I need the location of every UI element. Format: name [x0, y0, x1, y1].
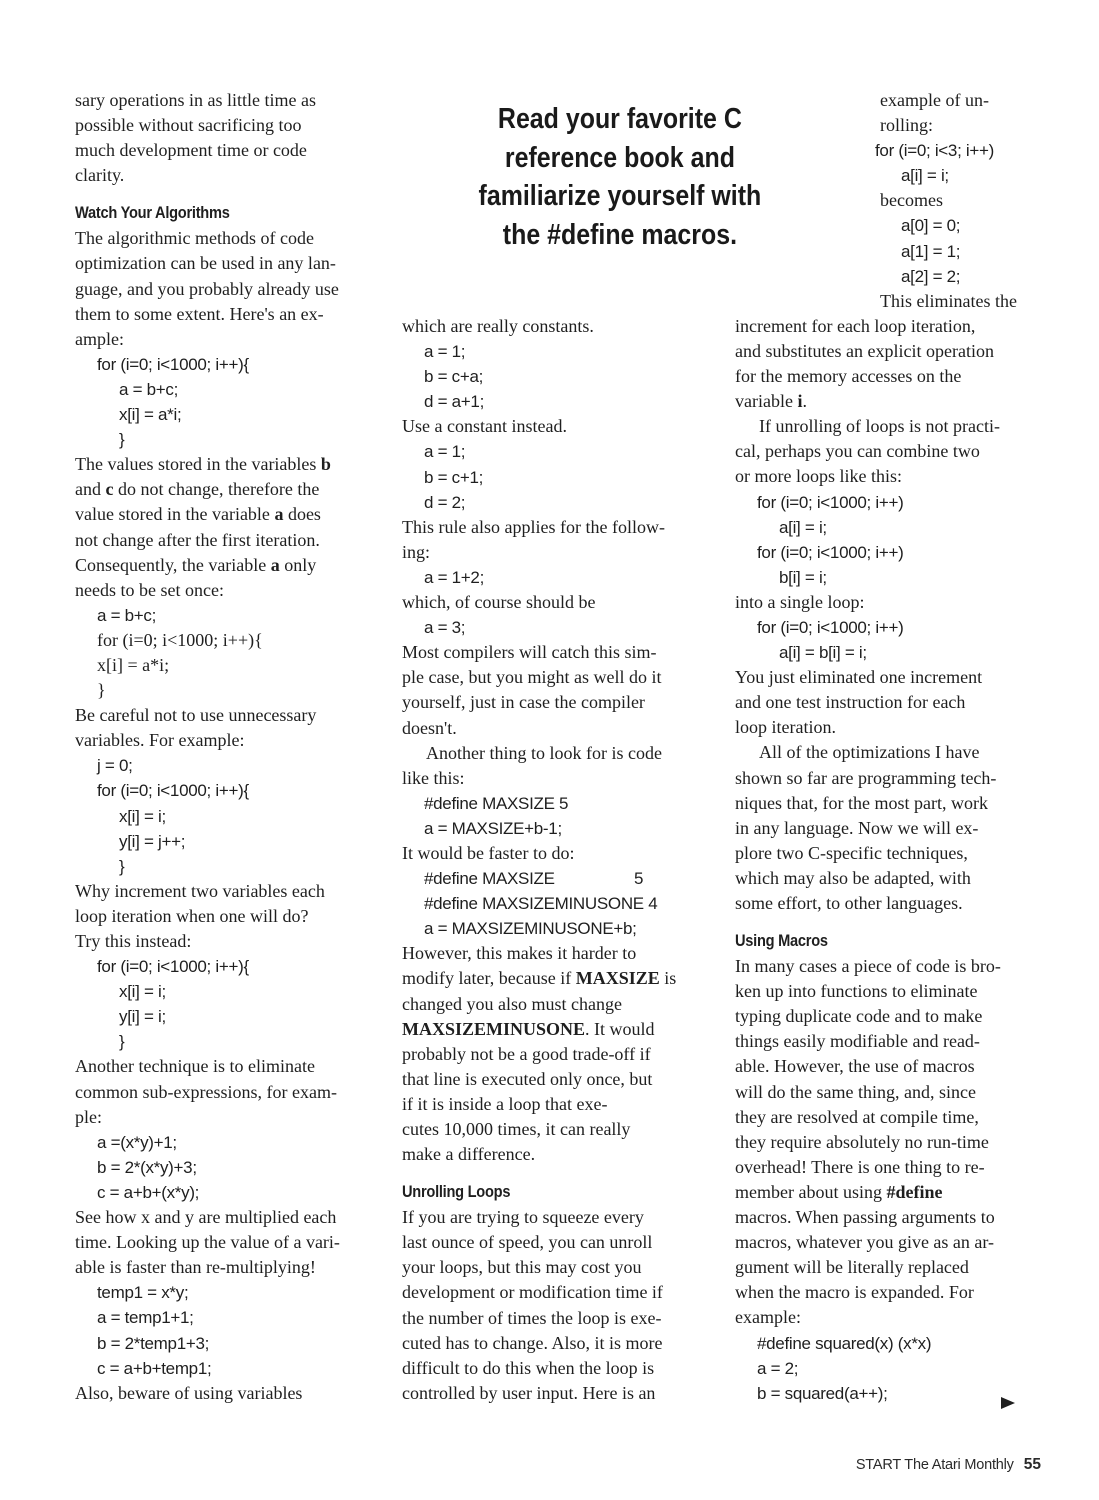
pull-quote-line: the #define macros. — [502, 218, 738, 251]
code-line: a[0] = 0; — [901, 216, 961, 236]
code-token: 5 — [634, 869, 644, 889]
code-token: #define MAXSIZE — [424, 869, 555, 889]
text-run: only — [279, 554, 317, 575]
page-number: 55 — [1023, 1456, 1041, 1473]
text-line: common sub-expressions, for exam- — [75, 1081, 337, 1102]
text-line: overhead! There is one thing to re- — [735, 1156, 985, 1177]
text-line: shown so far are programming tech- — [735, 767, 997, 788]
text-line: controlled by user input. Here is an — [402, 1382, 656, 1403]
code-line: for (i=0; i<1000; i++) — [757, 542, 904, 562]
section-heading: Watch Your Algorithms — [75, 203, 230, 223]
bold-term: i — [797, 391, 803, 412]
text-line: Try this instead: — [75, 931, 192, 951]
text-line: for the memory accesses on the — [735, 366, 962, 387]
text-line: All of the optimizations I have — [759, 742, 980, 763]
text-line: doesn't. — [402, 717, 457, 738]
text-run: is — [659, 968, 677, 989]
text-line: able. However, the use of macros — [735, 1056, 975, 1077]
text-line: It would be faster to do: — [402, 842, 575, 863]
text-line: sary operations in as little time as — [75, 90, 316, 110]
text-line: last ounce of speed, you can unroll — [402, 1232, 653, 1253]
text-line: The algorithmic methods of code — [75, 228, 314, 249]
text-run: value stored in the variable — [75, 504, 275, 525]
text-run: member about using — [735, 1181, 887, 1202]
code-line: b = 2*(x*y)+3; — [97, 1157, 197, 1177]
text-line: possible without sacrificing too — [75, 115, 302, 136]
text-line: if it is inside a loop that exe- — [402, 1093, 608, 1114]
pull-quote-line: reference book and — [504, 141, 735, 174]
text-line: You just eliminated one increment — [735, 667, 983, 688]
code-line: b = c+a; — [424, 367, 484, 387]
pull-quote-line: Read your favorite C — [497, 103, 742, 135]
text-line: cuted has to change. Also, it is more — [402, 1332, 663, 1353]
bold-term: c — [105, 479, 114, 500]
text-line — [402, 1017, 714, 1042]
text-run: . It would — [585, 1018, 655, 1039]
text-line: loop iteration when one will do? — [75, 905, 309, 926]
code-line: a = b+c; — [119, 379, 179, 399]
text-line: example of un- — [880, 90, 989, 110]
text-line — [75, 452, 387, 477]
text-run: The values stored in the variables — [75, 454, 321, 475]
text-line: This rule also applies for the follow- — [402, 516, 665, 537]
code-line: a = 3; — [424, 618, 466, 638]
bold-term: MAXSIZEMINUSONE — [402, 1018, 586, 1039]
text-line: difficult to do this when the loop is — [402, 1357, 655, 1378]
text-line: typing duplicate code and to make — [735, 1006, 983, 1027]
code-line: for (i=0; i<1000; i++){ — [97, 957, 249, 977]
text-line: they are resolved at compile time, — [735, 1106, 979, 1127]
text-line: which are really constants. — [402, 316, 594, 336]
text-line: probably not be a good trade-off if — [402, 1043, 651, 1064]
column-3 — [735, 88, 1047, 1406]
code-line: for (i=0; i<3; i++) — [875, 141, 995, 161]
pull-quote — [478, 100, 762, 254]
code-line: a[i] = i; — [901, 166, 949, 186]
text-line: macros. When passing arguments to — [735, 1207, 995, 1228]
text-line: ple: — [75, 1106, 102, 1127]
text-run: and — [75, 479, 106, 500]
code-line: j = 0; — [97, 756, 133, 776]
code-line — [402, 866, 714, 891]
text-line: x[i] = a*i; — [97, 654, 170, 675]
text-line: cutes 10,000 times, it can really — [402, 1119, 631, 1139]
text-run: does — [283, 504, 321, 525]
bold-term: a — [274, 504, 284, 525]
page-footer — [856, 1456, 1041, 1474]
code-line: b = c+1; — [424, 467, 484, 487]
text-line: for (i=0; i<1000; i++){ — [97, 629, 263, 650]
code-line: #define MAXSIZEMINUSONE 4 — [424, 894, 658, 914]
code-line: a = MAXSIZEMINUSONE+b; — [424, 919, 637, 939]
code-line: c = a+b+temp1; — [97, 1358, 212, 1378]
pull-quote-line: familiarize yourself with — [478, 180, 762, 212]
code-line: b = 2*temp1+3; — [97, 1333, 210, 1353]
text-line: much development time or code — [75, 140, 307, 161]
text-line: things easily modifiable and read- — [735, 1031, 980, 1052]
text-line: or more loops like this: — [735, 466, 902, 487]
text-line: cal, perhaps you can combine two — [735, 441, 980, 462]
text-line: Why increment two variables each — [75, 880, 325, 901]
code-line: for (i=0; i<1000; i++){ — [97, 354, 249, 374]
text-line: which, of course should be — [402, 592, 596, 613]
code-line: a[i] = i; — [779, 517, 827, 537]
code-line: a = temp1+1; — [97, 1308, 194, 1328]
text-line: example: — [735, 1307, 801, 1328]
text-line: gument will be literally replaced — [735, 1257, 969, 1278]
bold-term: a — [270, 554, 280, 575]
text-line: yourself, just in case the compiler — [402, 692, 645, 713]
code-line: d = 2; — [424, 492, 466, 512]
bold-term: #define — [886, 1181, 943, 1202]
text-line: macros, whatever you give as an ar- — [735, 1232, 995, 1253]
text-line: changed you also must change — [402, 993, 622, 1014]
code-line: for (i=0; i<1000; i++){ — [97, 781, 249, 801]
text-line: becomes — [880, 190, 943, 211]
text-line — [75, 553, 387, 578]
text-line: loop iteration. — [735, 717, 836, 738]
text-line — [75, 502, 387, 527]
code-line: for (i=0; i<1000; i++) — [757, 492, 904, 512]
text-line: time. Looking up the value of a vari- — [75, 1232, 340, 1253]
text-line: and one test instruction for each — [735, 692, 966, 713]
publication-name: START The Atari Monthly — [855, 1457, 1014, 1473]
text-line: ken up into functions to eliminate — [735, 981, 978, 1002]
text-line: them to some extent. Here's an ex- — [75, 303, 324, 324]
text-line: make a difference. — [402, 1144, 536, 1165]
code-line: temp1 = x*y; — [97, 1283, 189, 1303]
text-line: ing: — [402, 541, 431, 562]
code-line: a = 1+2; — [424, 567, 484, 587]
code-line: a = b+c; — [97, 605, 157, 625]
text-line: the number of times the loop is exe- — [402, 1307, 662, 1328]
text-line: In many cases a piece of code is bro- — [735, 956, 1001, 977]
code-line: } — [119, 856, 125, 876]
bold-term: MAXSIZE — [575, 968, 660, 989]
code-line: #define MAXSIZE 5 — [424, 793, 569, 813]
column-1 — [75, 88, 387, 1406]
code-line: a = 1; — [424, 342, 466, 362]
text-line — [75, 477, 387, 502]
text-run: modify later, because if — [402, 968, 576, 989]
text-line: that line is executed only once, but — [402, 1068, 653, 1089]
continue-arrow-icon — [1001, 1397, 1015, 1409]
text-line: needs to be set once: — [75, 579, 224, 600]
code-line: a = MAXSIZE+b-1; — [424, 818, 562, 838]
text-run: Consequently, the variable — [75, 554, 271, 575]
text-line: your loops, but this may cost you — [402, 1257, 642, 1278]
text-line: Another thing to look for is code — [426, 742, 662, 763]
text-line: ple case, but you might as well do it — [402, 667, 662, 688]
code-line: x[i] = i; — [119, 982, 166, 1002]
code-line: d = a+1; — [424, 392, 484, 412]
text-line — [735, 389, 1047, 414]
text-line: in any language. Now we will ex- — [735, 817, 979, 838]
code-line: a = 1; — [424, 442, 466, 462]
code-line: for (i=0; i<1000; i++) — [757, 617, 904, 637]
text-line: niques that, for the most part, work — [735, 792, 988, 813]
text-line: into a single loop: — [735, 591, 865, 612]
text-line: will do the same thing, and, since — [735, 1081, 976, 1102]
text-line: increment for each loop iteration, — [735, 315, 976, 336]
text-line: like this: — [402, 767, 465, 788]
bold-term: b — [320, 454, 331, 475]
text-run: variable — [735, 391, 798, 412]
code-line: a[2] = 2; — [901, 266, 961, 286]
text-line: which may also be adapted, with — [735, 867, 971, 888]
code-line: a = 2; — [757, 1358, 799, 1378]
text-line: Also, beware of using variables — [75, 1382, 303, 1403]
code-line: a =(x*y)+1; — [97, 1132, 177, 1152]
text-line: If you are trying to squeeze every — [402, 1207, 644, 1228]
text-line: and substitutes an explicit operation — [735, 340, 994, 361]
text-line: guage, and you probably already use — [75, 278, 339, 299]
code-line: a[i] = b[i] = i; — [779, 643, 867, 663]
code-line: y[i] = i; — [119, 1007, 166, 1027]
code-line: x[i] = a*i; — [119, 405, 182, 425]
text-line: rolling: — [880, 115, 933, 136]
text-line: Be careful not to use unnecessary — [75, 705, 317, 726]
code-line: a[1] = 1; — [901, 241, 961, 261]
text-line: See how x and y are multiplied each — [75, 1207, 337, 1228]
text-line: some effort, to other languages. — [735, 893, 963, 913]
code-line: b[i] = i; — [779, 567, 827, 587]
text-line: able is faster than re-multiplying! — [75, 1257, 316, 1278]
text-line: they require absolutely no run-time — [735, 1131, 989, 1152]
section-heading: Using Macros — [735, 931, 828, 951]
code-line: y[i] = j++; — [119, 831, 186, 851]
text-line: clarity. — [75, 165, 125, 186]
text-run: . — [802, 391, 807, 412]
text-line: not change after the first iteration. — [75, 529, 320, 550]
text-line — [735, 1180, 1047, 1205]
text-line: Use a constant instead. — [402, 416, 567, 437]
code-line: c = a+b+(x*y); — [97, 1182, 200, 1202]
code-line: } — [119, 430, 125, 450]
text-line: Most compilers will catch this sim- — [402, 642, 657, 663]
text-line: Another technique is to eliminate — [75, 1056, 315, 1077]
text-line: when the macro is expanded. For — [735, 1282, 974, 1303]
section-heading: Unrolling Loops — [402, 1182, 511, 1202]
text-line: variables. For example: — [75, 730, 245, 751]
text-line: If unrolling of loops is not practi- — [759, 416, 1000, 437]
text-line: plore two C-specific techniques, — [735, 842, 968, 863]
text-run: do not change, therefore the — [113, 479, 320, 500]
code-line: x[i] = i; — [119, 806, 166, 826]
text-line: This eliminates the — [880, 290, 1017, 311]
text-line — [402, 966, 714, 991]
text-line: development or modification time if — [402, 1282, 663, 1303]
code-line: #define squared(x) (x*x) — [757, 1333, 932, 1353]
code-line: } — [119, 1032, 125, 1052]
column-2 — [402, 314, 714, 1406]
text-line: However, this makes it harder to — [402, 943, 637, 964]
code-line: b = squared(a++); — [757, 1383, 888, 1403]
text-line: ample: — [75, 328, 124, 349]
text-line: } — [97, 680, 106, 701]
text-line: optimization can be used in any lan- — [75, 253, 336, 274]
